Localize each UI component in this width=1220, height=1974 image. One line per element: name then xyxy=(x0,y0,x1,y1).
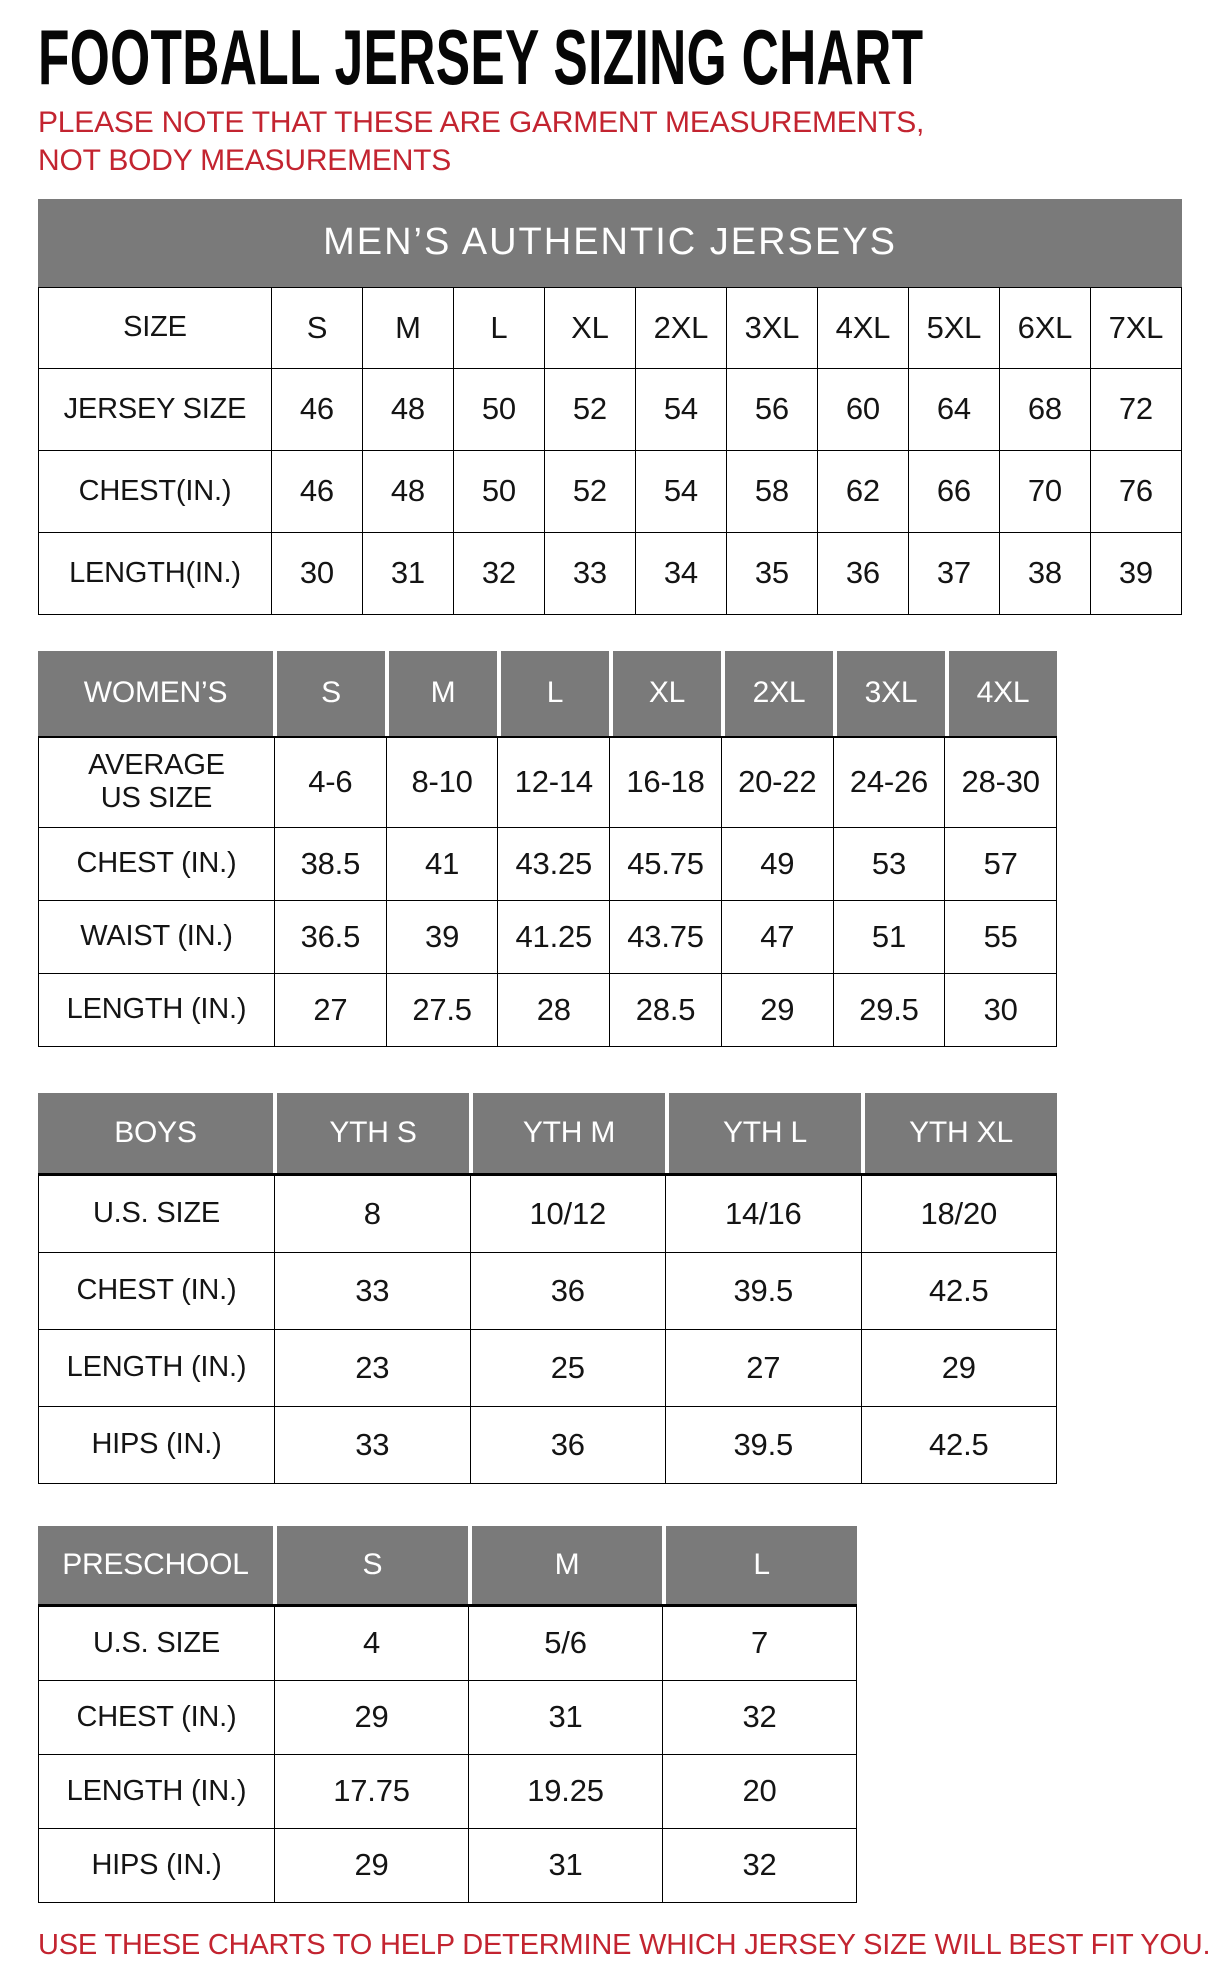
value-cell: 39 xyxy=(387,901,499,974)
footer-note: USE THESE CHARTS TO HELP DETERMINE WHICH JERSEY SIZE WILL BEST FIT YOU. xyxy=(38,1928,1211,1961)
value-cell: 27 xyxy=(666,1330,862,1407)
value-cell: 29 xyxy=(275,1681,469,1755)
value-cell: 68 xyxy=(1000,369,1091,451)
measurement-row xyxy=(38,287,1182,369)
header-size-cell: 4XL xyxy=(947,651,1057,736)
header-size-cell: YTH L xyxy=(667,1093,863,1173)
value-cell: 49 xyxy=(722,828,834,901)
value-cell: 36 xyxy=(471,1407,667,1484)
row-label-cell: SIZE xyxy=(38,287,272,369)
measurement-row xyxy=(38,1253,1057,1330)
value-cell: 43.75 xyxy=(610,901,722,974)
header-size-cell: L xyxy=(664,1526,857,1604)
value-cell: 12-14 xyxy=(498,738,610,828)
value-cell: 33 xyxy=(275,1407,471,1484)
value-cell: 24-26 xyxy=(834,738,946,828)
value-cell: 10/12 xyxy=(471,1176,667,1253)
size-header-row xyxy=(38,1526,857,1607)
value-cell: 66 xyxy=(909,451,1000,533)
value-cell: 38 xyxy=(1000,533,1091,615)
row-label-cell: HIPS (IN.) xyxy=(38,1407,275,1484)
value-cell: 29.5 xyxy=(834,974,946,1047)
value-cell: 58 xyxy=(727,451,818,533)
measurement-row xyxy=(38,1330,1057,1407)
value-cell: 31 xyxy=(363,533,454,615)
row-label-cell: CHEST (IN.) xyxy=(38,828,275,901)
size-header-row xyxy=(38,1093,1057,1176)
value-cell: 43.25 xyxy=(498,828,610,901)
value-cell: 30 xyxy=(945,974,1057,1047)
value-cell: 8-10 xyxy=(387,738,499,828)
value-cell: 5/6 xyxy=(469,1607,663,1681)
womens-sizing-table xyxy=(38,651,1057,1047)
row-label-cell: CHEST (IN.) xyxy=(38,1681,275,1755)
value-cell: 51 xyxy=(834,901,946,974)
value-cell: 20-22 xyxy=(722,738,834,828)
header-size-cell: S xyxy=(275,651,387,736)
header-size-cell: M xyxy=(387,651,499,736)
boys-sizing-table xyxy=(38,1093,1057,1484)
row-label-cell: CHEST(IN.) xyxy=(38,451,272,533)
value-cell: 5XL xyxy=(909,287,1000,369)
value-cell: 46 xyxy=(272,451,363,533)
value-cell: 50 xyxy=(454,451,545,533)
value-cell: 39 xyxy=(1091,533,1182,615)
value-cell: 54 xyxy=(636,369,727,451)
value-cell: 25 xyxy=(471,1330,667,1407)
value-cell: 54 xyxy=(636,451,727,533)
value-cell: 42.5 xyxy=(862,1407,1058,1484)
measurement-row xyxy=(38,369,1182,451)
row-label-cell: JERSEY SIZE xyxy=(38,369,272,451)
value-cell: 56 xyxy=(727,369,818,451)
value-cell: 76 xyxy=(1091,451,1182,533)
measurement-row xyxy=(38,901,1057,974)
measurement-row xyxy=(38,974,1057,1047)
value-cell: 52 xyxy=(545,451,636,533)
value-cell: 52 xyxy=(545,369,636,451)
value-cell: 28.5 xyxy=(610,974,722,1047)
value-cell: 41 xyxy=(387,828,499,901)
value-cell: 45.75 xyxy=(610,828,722,901)
value-cell: 29 xyxy=(862,1330,1058,1407)
value-cell: 55 xyxy=(945,901,1057,974)
mens-sizing-table xyxy=(38,287,1182,615)
value-cell: 60 xyxy=(818,369,909,451)
value-cell: 2XL xyxy=(636,287,727,369)
value-cell: 36.5 xyxy=(275,901,387,974)
value-cell: 16-18 xyxy=(610,738,722,828)
value-cell: 35 xyxy=(727,533,818,615)
measurement-row xyxy=(38,1176,1057,1253)
value-cell: S xyxy=(272,287,363,369)
garment-measurements-note: PLEASE NOTE THAT THESE ARE GARMENT MEASUREMENTS, NOT BODY MEASUREMENTS xyxy=(38,105,925,178)
value-cell: 70 xyxy=(1000,451,1091,533)
value-cell: 17.75 xyxy=(275,1755,469,1829)
value-cell: 7XL xyxy=(1091,287,1182,369)
value-cell: 39.5 xyxy=(666,1407,862,1484)
header-size-cell: S xyxy=(275,1526,470,1604)
value-cell: 36 xyxy=(471,1253,667,1330)
value-cell: 29 xyxy=(275,1829,469,1903)
measurement-row xyxy=(38,1829,857,1903)
value-cell: 4 xyxy=(275,1607,469,1681)
row-label-cell: U.S. SIZE xyxy=(38,1176,275,1253)
value-cell: 48 xyxy=(363,451,454,533)
value-cell: 18/20 xyxy=(862,1176,1058,1253)
value-cell: 28-30 xyxy=(945,738,1057,828)
header-size-cell: M xyxy=(470,1526,665,1604)
value-cell: 32 xyxy=(663,1681,857,1755)
header-label-cell: WOMEN’S xyxy=(38,651,275,736)
value-cell: 62 xyxy=(818,451,909,533)
value-cell: 31 xyxy=(469,1681,663,1755)
value-cell: 19.25 xyxy=(469,1755,663,1829)
value-cell: 23 xyxy=(275,1330,471,1407)
value-cell: 50 xyxy=(454,369,545,451)
value-cell: 6XL xyxy=(1000,287,1091,369)
measurement-row xyxy=(38,738,1057,828)
measurement-row xyxy=(38,1607,857,1681)
value-cell: 64 xyxy=(909,369,1000,451)
header-size-cell: YTH XL xyxy=(863,1093,1057,1173)
row-label-cell: WAIST (IN.) xyxy=(38,901,275,974)
row-label-cell: U.S. SIZE xyxy=(38,1607,275,1681)
header-size-cell: L xyxy=(499,651,611,736)
measurement-row xyxy=(38,828,1057,901)
value-cell: 48 xyxy=(363,369,454,451)
mens-table-title-banner xyxy=(38,199,1182,287)
value-cell: 47 xyxy=(722,901,834,974)
value-cell: 4XL xyxy=(818,287,909,369)
value-cell: 34 xyxy=(636,533,727,615)
value-cell: 20 xyxy=(663,1755,857,1829)
row-label-cell: LENGTH (IN.) xyxy=(38,974,275,1047)
value-cell: 46 xyxy=(272,369,363,451)
value-cell: M xyxy=(363,287,454,369)
page-title: FOOTBALL JERSEY SIZING CHART xyxy=(38,13,924,101)
measurement-row xyxy=(38,451,1182,533)
value-cell: 39.5 xyxy=(666,1253,862,1330)
value-cell: 32 xyxy=(454,533,545,615)
value-cell: 72 xyxy=(1091,369,1182,451)
value-cell: 31 xyxy=(469,1829,663,1903)
value-cell: 4-6 xyxy=(275,738,387,828)
value-cell: 41.25 xyxy=(498,901,610,974)
value-cell: 3XL xyxy=(727,287,818,369)
value-cell: 33 xyxy=(545,533,636,615)
header-size-cell: 2XL xyxy=(723,651,835,736)
header-size-cell: XL xyxy=(611,651,723,736)
header-size-cell: YTH M xyxy=(471,1093,667,1173)
value-cell: 33 xyxy=(275,1253,471,1330)
row-label-cell: HIPS (IN.) xyxy=(38,1829,275,1903)
value-cell: 8 xyxy=(275,1176,471,1253)
row-label-cell: LENGTH (IN.) xyxy=(38,1755,275,1829)
row-label-cell: LENGTH(IN.) xyxy=(38,533,272,615)
value-cell: 53 xyxy=(834,828,946,901)
header-size-cell: 3XL xyxy=(835,651,947,736)
value-cell: 29 xyxy=(722,974,834,1047)
value-cell: 30 xyxy=(272,533,363,615)
value-cell: 57 xyxy=(945,828,1057,901)
measurement-row xyxy=(38,1681,857,1755)
header-label-cell: PRESCHOOL xyxy=(38,1526,275,1604)
measurement-row xyxy=(38,1407,1057,1484)
measurement-row xyxy=(38,533,1182,615)
value-cell: 27 xyxy=(275,974,387,1047)
row-label-cell: CHEST (IN.) xyxy=(38,1253,275,1330)
row-label-cell: AVERAGE US SIZE xyxy=(38,738,275,828)
header-label-cell: BOYS xyxy=(38,1093,275,1173)
mens-table-title: MEN’S AUTHENTIC JERSEYS xyxy=(323,221,897,264)
value-cell: 36 xyxy=(818,533,909,615)
value-cell: XL xyxy=(545,287,636,369)
measurement-row xyxy=(38,1755,857,1829)
value-cell: 28 xyxy=(498,974,610,1047)
value-cell: 37 xyxy=(909,533,1000,615)
value-cell: 38.5 xyxy=(275,828,387,901)
row-label-cell: LENGTH (IN.) xyxy=(38,1330,275,1407)
value-cell: 14/16 xyxy=(666,1176,862,1253)
value-cell: 7 xyxy=(663,1607,857,1681)
header-size-cell: YTH S xyxy=(275,1093,471,1173)
value-cell: L xyxy=(454,287,545,369)
size-header-row xyxy=(38,651,1057,738)
value-cell: 32 xyxy=(663,1829,857,1903)
preschool-sizing-table xyxy=(38,1526,857,1903)
value-cell: 42.5 xyxy=(862,1253,1058,1330)
value-cell: 27.5 xyxy=(387,974,499,1047)
